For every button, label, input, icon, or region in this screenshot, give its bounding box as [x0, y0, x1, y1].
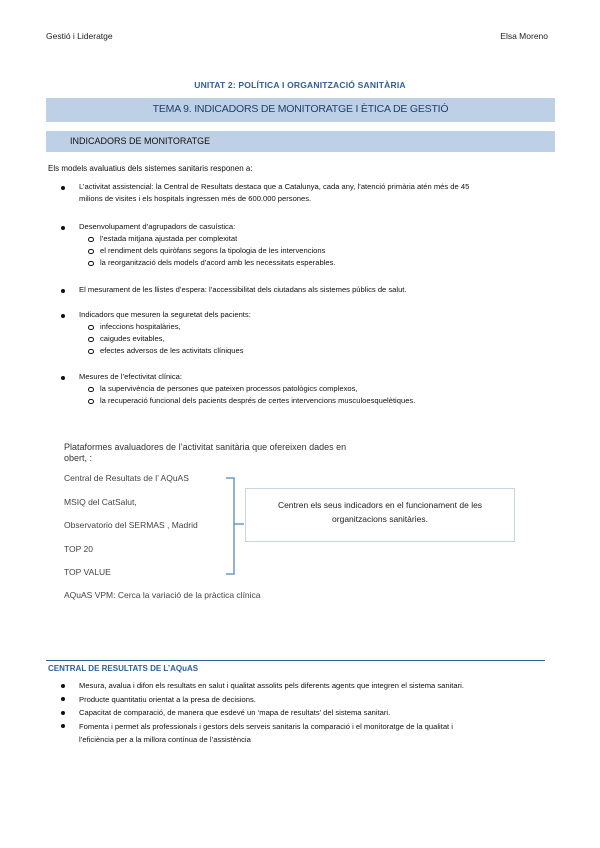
- bullet-list-3: [58, 284, 558, 296]
- platform-item: TOP 20: [64, 544, 93, 554]
- section-title: INDICADORS DE MONITORATGE: [70, 136, 211, 146]
- list-item: Mesura, avalua i difon els resultats en salut i qualitat assolits pels diferents agents que integren el sistema sanitari.: [58, 679, 558, 693]
- list-item-text: l’eficiència per a la millora contínua de l’assistència: [79, 735, 251, 744]
- section2-title: CENTRAL DE RESULTATS DE L’AQuAS: [48, 664, 199, 673]
- platform-item: Observatorio del SERMAS , Madrid: [64, 520, 198, 530]
- platform-item: TOP VALUE: [64, 567, 111, 577]
- list-item: [58, 181, 558, 205]
- sub-item: el rendiment dels quiròfans segons la tipologia de les intervencions: [58, 245, 558, 257]
- header-left: Gestió i Lideratge: [46, 31, 113, 41]
- topic-title: TEMA 9. INDICADORS DE MONITORATGE I ÈTICA DE GESTIÓ: [152, 103, 449, 115]
- list-item-text: milions de visites i els hospitals ingressen més de 600.000 persones.: [79, 194, 312, 203]
- intro-text: Els models avaluatius dels sistemes sanitaris responen a:: [48, 164, 253, 173]
- bullet-list-5: [58, 371, 558, 407]
- bullet-list-1: [58, 181, 558, 205]
- list-item: Indicadors que mesuren la seguretat dels pacients:: [58, 309, 558, 321]
- bullet-list-4: [58, 309, 558, 357]
- bracket-connector: [226, 476, 246, 576]
- platforms-note-line: Centren els seus indicadors en el funcionament de les: [277, 500, 483, 510]
- sub-item: infeccions hospitalàries,: [58, 321, 558, 333]
- sub-item: la recuperació funcional dels pacients després de certes intervencions musculoesquelètiques.: [58, 395, 558, 407]
- header-right: Elsa Moreno: [500, 31, 548, 41]
- list-item: Desenvolupament d’agrupadors de casuística:: [58, 221, 558, 233]
- sub-item: la supervivència de persones que pateixen processos patològics complexos,: [58, 383, 558, 395]
- list-item: El mesurament de les llistes d’espera: l’accessibilitat dels ciutadans als sistemes públics de salut.: [58, 284, 558, 296]
- bullet-list-2: [58, 221, 558, 269]
- sub-item: l’estada mitjana ajustada per complexitat: [58, 233, 558, 245]
- list-item: Capacitat de comparació, de manera que esdevé un ‘mapa de resultats’ del sistema sanitari.: [58, 706, 558, 720]
- list-item-text: Fomenta i permet als professionals i gestors dels serveis sanitaris la comparació i el monitoratge de la qualitat i: [79, 721, 453, 731]
- section-banner: [46, 131, 555, 152]
- platform-item: AQuAS VPM: Cerca la variació de la pràctica clínica: [64, 590, 261, 600]
- platforms-title-line: Plataformes avaluadores de l’activitat sanitària que ofereixen dades en: [64, 442, 347, 452]
- list-item: Mesures de l’efectivitat clínica:: [58, 371, 558, 383]
- list-item-text: L’activitat assistencial: la Central de Resultats destaca que a Catalunya, cada any, l’atenció primària atén més de 45: [79, 182, 470, 191]
- platforms-note-box: [245, 488, 515, 542]
- list-item: [58, 720, 558, 747]
- platforms-title-line: obert, :: [64, 453, 93, 463]
- section-divider: [46, 660, 545, 661]
- sub-item: caigudes evitables,: [58, 333, 558, 345]
- platform-item: Central de Resultats de l’ AQuAS: [64, 473, 189, 483]
- unit-title: UNITAT 2: POLÍTICA I ORGANITZACIÓ SANITÀRIA: [194, 80, 406, 90]
- section2-list: [58, 679, 558, 747]
- list-item: Producte quantitatiu orientat a la presa de decisions.: [58, 693, 558, 707]
- topic-banner: [46, 98, 555, 122]
- platforms-note: [246, 498, 514, 526]
- sub-item: la reorganització dels models d’acord amb les necessitats esperables.: [58, 257, 558, 269]
- sub-item: efectes adversos de les activitats clíniques: [58, 345, 558, 357]
- platforms-title: [64, 442, 404, 464]
- platform-item: MSIQ del CatSalut,: [64, 497, 137, 507]
- platforms-note-line: organitzacions sanitàries.: [332, 514, 428, 524]
